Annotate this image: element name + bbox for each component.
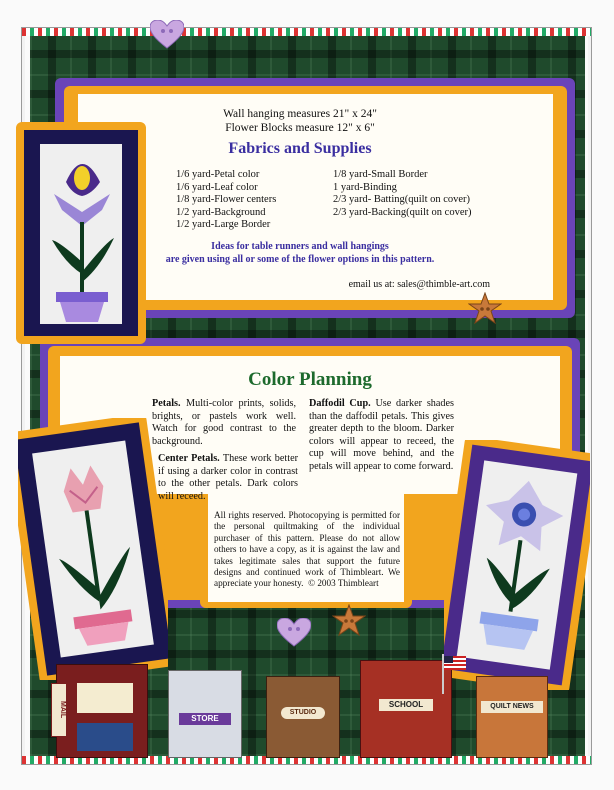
measure-line-1: Wall hanging measures 21" x 24" (223, 108, 377, 120)
daffodil-heading: Daffodil Cup. (309, 398, 371, 409)
heart-button-icon (277, 618, 311, 648)
quilt-news-building (476, 676, 548, 758)
checker-strip-top (22, 28, 591, 36)
supplies-left-list (176, 169, 336, 232)
supply-item: 1/8 yard-Small Border (333, 169, 428, 180)
petals-body: Multi-color prints, solids, brights, or pastels work well. Watch for good contrast to the background. (152, 398, 297, 447)
center-petals-paragraph (158, 453, 298, 503)
copyright: © 2003 Thimbleart (308, 578, 379, 589)
tulip-block-art (18, 418, 168, 680)
school-building (360, 660, 452, 758)
heart-button-icon (150, 20, 184, 50)
supply-item: 2/3 yard- Batting(quilt on cover) (333, 194, 471, 205)
supply-item: 1/6 yard-Leaf color (176, 181, 258, 193)
mail-storefront (77, 723, 133, 751)
petals-paragraph (152, 398, 296, 448)
center-petals-heading: Center Petals. (158, 453, 220, 464)
store-sign: STORE (179, 713, 231, 725)
fabrics-title: Fabrics and Supplies (228, 140, 372, 157)
iris-block-art (16, 122, 146, 344)
center-petals-body: These work better if using a darker color in contrast to the other petals. Dark colors will receed. (158, 453, 298, 502)
email-contact: email us at: sales@thimble-art.com (348, 279, 490, 290)
quilt-block-tulip (18, 418, 168, 680)
rights-text: All rights reserved. Photocopying is permitted for the personal quiltmaking of the individual purchaser of this pattern. Please do not allow others to have a copy, as it is against the law and takes legitimate sales that support the future designs and continued work of Thimbleart. We appreciate your honesty. (214, 510, 400, 589)
supply-item: 1/8 yard-Flower centers (176, 194, 277, 205)
school-sign: SCHOOL (379, 699, 433, 711)
supply-item: 1/6 yard-Petal color (176, 169, 260, 180)
daffodil-body: Use darker shades than the daffodil petals. This gives greater depth to the bloom. Darker colors will appear to receed, the cup will move behind, and the petals will appear to come forward. (309, 398, 454, 472)
quilt-news-sign: QUILT NEWS (481, 701, 543, 713)
supplies-right-list (333, 169, 543, 219)
color-planning-title: Color Planning (248, 369, 372, 390)
star-button-icon (468, 292, 502, 326)
mail-window (77, 683, 133, 713)
supply-item: 1/2 yard-Large Border (176, 219, 271, 230)
studio-building (266, 676, 340, 758)
mail-sign: MAIL (51, 683, 67, 737)
rights-notice (214, 510, 400, 590)
quilt-block-daffodil (444, 440, 590, 690)
ideas-note (150, 240, 450, 266)
store-building (168, 670, 242, 758)
measurements (170, 107, 430, 135)
petals-heading: Petals. (152, 398, 181, 409)
measure-line-2: Flower Blocks measure 12" x 6" (225, 122, 375, 134)
daffodil-paragraph (309, 398, 454, 474)
supply-item: 1 yard-Binding (333, 181, 397, 193)
ideas-line-2: are given using all or some of the flower options in this pattern. (165, 254, 435, 265)
star-button-icon (332, 604, 366, 638)
ideas-line-1: Ideas for table runners and wall hangings (211, 241, 389, 252)
flag-icon (440, 654, 470, 694)
quilt-block-iris (16, 122, 146, 344)
mail-building (56, 664, 148, 758)
studio-sign: STUDIO (281, 707, 325, 719)
supply-item: 1/2 yard-Background (176, 206, 266, 218)
daffodil-block-art (444, 440, 590, 690)
supply-item: 2/3 yard-Backing(quilt on cover) (333, 206, 472, 218)
